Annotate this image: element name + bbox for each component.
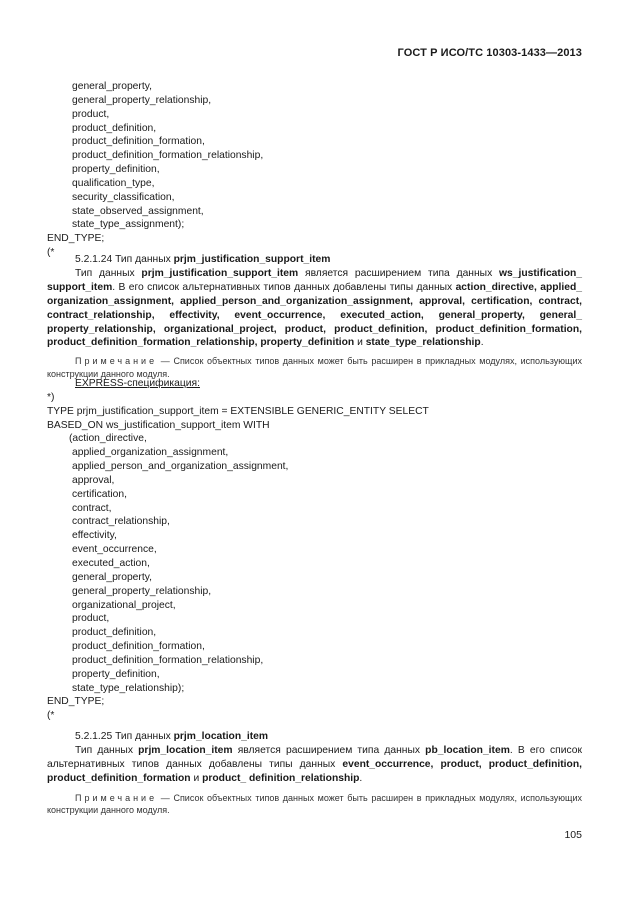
section-heading-2: 5.2.1.25 Тип данных prjm_location_item xyxy=(75,731,269,742)
list-item-first: (action_directive, xyxy=(69,433,147,445)
section-paragraph-2: Тип данных prjm_location_item является расширением типа данных pb_location_item. В его список альтернативных типов данных добавлены типы данных event_occurrence, product, product_definition, product_definition_formation и product_ definition_relationship. xyxy=(47,744,583,784)
document-header: ГОСТ Р ИСО/ТС 10303-1433—2013 xyxy=(397,47,582,59)
page-number: 105 xyxy=(564,829,582,841)
list-item: product_definition_formation_relationship, xyxy=(72,150,264,162)
list-item: general_property_relationship, xyxy=(72,94,212,106)
section-5-2-1-25 xyxy=(47,730,582,816)
section-paragraph-1: Тип данных prjm_justification_support_item является расширением типа данных ws_justification_ support_item. В его список альтернативных типов данных добавлены типы данных action_directive, applied_ organization_assignment, applied_person_and_organization_assignment, approval, certification, contract, contract_relationship, effectivity, event_occurrence, executed_action, general_property, general_ property_relationship, organizational_project, product, product_definition, product_definition_formation, product_definition_formation_relationship, property_definition и state_type_relationship. xyxy=(47,267,582,349)
list-item: state_type_relationship); xyxy=(72,682,185,694)
list-item: effectivity, xyxy=(72,530,117,542)
list-item: product_definition_formation, xyxy=(72,641,205,653)
list-item: event_occurrence, xyxy=(72,544,157,556)
comment-close: *) xyxy=(47,391,55,403)
select-list-1 xyxy=(47,80,582,232)
based-on-line: BASED_ON ws_justification_support_item WITH xyxy=(47,419,270,431)
list-item: property_definition, xyxy=(72,164,160,176)
code-block-1 xyxy=(47,80,582,260)
list-item: product, xyxy=(72,108,110,120)
end-type-2: END_TYPE; xyxy=(47,696,105,708)
list-item: product_definition, xyxy=(72,627,157,639)
list-item: applied_person_and_organization_assignment, xyxy=(72,461,289,473)
section-heading-1: 5.2.1.24 Тип данных prjm_justification_support_item xyxy=(75,254,331,265)
comment-open-2: (* xyxy=(47,710,55,722)
list-item: general_property, xyxy=(72,571,152,583)
list-item: state_type_assignment); xyxy=(72,219,185,231)
list-item: general_property_relationship, xyxy=(72,585,212,597)
express-block xyxy=(47,377,582,723)
list-item: property_definition, xyxy=(72,668,160,680)
end-type-1: END_TYPE; xyxy=(47,233,105,245)
comment-open-1: (* xyxy=(47,247,55,259)
list-item: security_classification, xyxy=(72,191,175,203)
list-item: product_definition_formation_relationship, xyxy=(72,654,264,666)
list-item: contract_relationship, xyxy=(72,516,170,528)
express-label: EXPRESS-спецификация: xyxy=(75,378,200,389)
list-item: contract, xyxy=(72,502,112,514)
list-item: certification, xyxy=(72,488,127,500)
section-5-2-1-24 xyxy=(47,253,582,380)
type-name: prjm_justification_support_item xyxy=(173,254,331,265)
list-item: product_definition_formation, xyxy=(72,136,205,148)
list-item: product, xyxy=(72,613,110,625)
list-item: approval, xyxy=(72,474,115,486)
list-item: organizational_project, xyxy=(72,599,176,611)
list-item: applied_organization_assignment, xyxy=(72,447,229,459)
note-2: Примечание — Список объектных типов данных может быть расширен в прикладных модулях, использующих конструкции данного модуля. xyxy=(47,792,582,816)
list-item: general_property, xyxy=(72,81,152,92)
list-item: product_definition, xyxy=(72,122,157,134)
list-item: qualification_type, xyxy=(72,177,155,189)
note-1: Примечание — Список объектных типов данных может быть расширен в прикладных модулях, использующих конструкции данного модуля. xyxy=(47,356,582,379)
type-declaration: TYPE prjm_justification_support_item = EXTENSIBLE GENERIC_ENTITY SELECT xyxy=(47,405,429,417)
type-name: prjm_location_item xyxy=(173,731,269,742)
select-list-2 xyxy=(47,446,582,695)
list-item: executed_action, xyxy=(72,557,150,569)
list-item: state_observed_assignment, xyxy=(72,205,204,217)
